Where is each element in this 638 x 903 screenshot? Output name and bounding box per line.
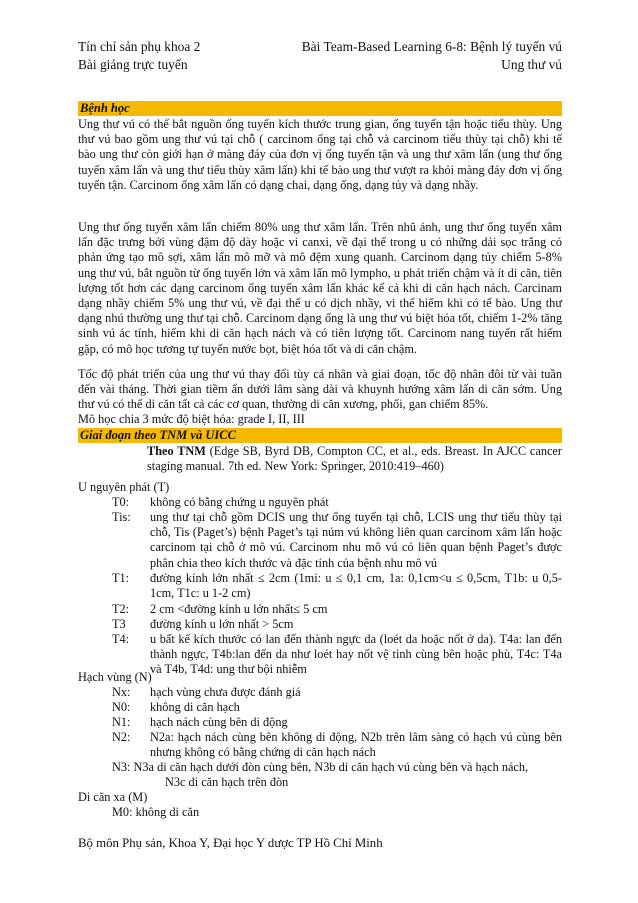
n-item-label: N1: xyxy=(112,715,131,729)
paragraph-growth-rate: Tốc độ phát triển của ung thư vú thay đổi tùy cá nhân và giai đoạn, tốc độ nhân đôi từ vài tuần đến vài tháng. Thời gian tiềm ẩn dưới lâm sàng dài và khuynh hướng xâm lấn di căn sớm. Ung thư vú có thể di căn tất cả các cơ quan, thường di căn xương, phổi, gan chiếm 85%. xyxy=(78,367,562,412)
n-item-text: hạch nách cùng bên di động xyxy=(150,715,288,729)
t-item-text: đường kính u lớn nhất > 5cm xyxy=(150,617,294,631)
paragraph-histology-grade: Mô học chia 3 mức độ biệt hóa: grade I, II, III xyxy=(78,412,305,426)
t-item-label: Tis: xyxy=(112,510,131,524)
n-item-label: Nx: xyxy=(112,685,131,699)
citation-label: Theo TNM xyxy=(147,444,206,458)
n-item-label: N2: xyxy=(112,730,131,744)
n-item-label: N0: xyxy=(112,700,131,714)
t-item-text: ung thư tại chỗ gồm DCIS ung thư ống tuyến tại chỗ, LCIS ung thư tiểu thùy tại chỗ, Tis (Paget’s) bệnh Paget’s tại núm vú không liên quan carcinom xâm lấn hoặc carcinom tại chỗ ở mô vú. Carcinom nhu mô vú có liên quan bệnh Paget’s được phân chia theo kích thước và đặc tính của bệnh nhu mô vú xyxy=(150,510,562,570)
section-title-tnm-staging: Giai đoạn theo TNM và UICC xyxy=(78,428,562,443)
footer-department: Bộ môn Phụ sản, Khoa Y, Đại học Y dược TP Hồ Chí Minh xyxy=(78,836,383,850)
n-item-text: không di căn hạch xyxy=(150,700,240,714)
section-title-pathology: Bệnh học xyxy=(78,101,562,116)
citation-reference: (Edge SB, Byrd DB, Compton CC, et al., eds. Breast. In AJCC cancer staging manual. 7th ed. New York: Springer, 2010:419–460) xyxy=(147,444,562,474)
citation xyxy=(147,444,562,474)
header-topic: Ung thư vú xyxy=(501,57,562,72)
header-lesson-title: Bài Team-Based Learning 6-8: Bệnh lý tuyến vú xyxy=(301,39,562,54)
n3-line-continued: N3c di căn hạch trên đòn xyxy=(165,775,289,789)
header-course: Tín chỉ sản phụ khoa 2 xyxy=(78,39,201,54)
n3-line: N3: N3a di căn hạch dưới đòn cùng bên, N3b di căn hạch vú cùng bên và hạch nách, xyxy=(112,760,529,774)
t-item-label: T4: xyxy=(112,632,130,646)
header-lecture-type: Bài giảng trực tuyến xyxy=(78,57,188,72)
n-heading: Hạch vùng (N) xyxy=(78,670,152,684)
t-item-label: T2: xyxy=(112,602,130,616)
n-item-text: hạch vùng chưa được đánh giá xyxy=(150,685,301,699)
t-item-label: T3 xyxy=(112,617,126,631)
m0-item: M0: không di căn xyxy=(112,805,200,819)
paragraph-pathology-intro: Ung thư vú có thể bắt nguồn ống tuyến kích thước trung gian, ống tuyến tận hoặc tiểu thùy. Ung thư vú bao gồm ung thư vú tại chỗ ( carcinom ống tại chỗ và carcinom tiểu thùy tại chỗ) khi tế bào ung thư còn giới hạn ở màng đáy của đơn vị ống tuyến tận và ung thư xâm lấn (ung thư ống tuyến xâm lấn và ung thư tiểu thùy xâm lấn) khi tế bào ung thư vượt ra khỏi màng đáy đơn vị ống tuyến tận. Carcinom ống xâm lấn có dạng chai, dạng ống, dạng tủy và dạng nhầy. xyxy=(78,117,562,192)
t-item-text: 2 cm <đường kính u lớn nhất≤ 5 cm xyxy=(150,602,328,616)
t-item-text: đường kính lớn nhất ≤ 2cm (1mi: u ≤ 0,1 cm, 1a: 0,1cm<u ≤ 0,5cm, T1b: u 0,5-1cm, T1c: u 1-2 cm) xyxy=(150,571,562,601)
n-item-text: N2a: hạch nách cùng bên không di động, N2b trên lâm sàng có hạch vú cùng bên nhưng không có bằng chứng di căn hạch nách xyxy=(150,730,562,760)
t-item-text: không có bằng chứng u nguyên phát xyxy=(150,495,329,509)
m-heading: Di căn xa (M) xyxy=(78,790,148,804)
t-item-label: T1: xyxy=(112,571,130,585)
t-item-text: u bất kể kích thước có lan đến thành ngực da (loét da hoặc nốt ở da). T4a: lan đến thành ngực, T4b:lan đến da như loét hay nốt vệ tinh cùng bên hoặc phù, T4c: T4a và T4b, T4d: ung thư bội nhiễm xyxy=(150,632,562,677)
paragraph-invasive-ductal: Ung thư ống tuyến xâm lấn chiếm 80% ung thư xâm lấn. Trên nhũ ảnh, ung thư ống tuyến xâm lấn đặc trưng bởi vùng đậm độ dày hoặc vi canxi, về đại thể trong u có những dải sọc trắng có phản ứng tạo mô sợi, xâm lấn mô mỡ và mô đệm xung quanh. Carcinom dạng tủy chiếm 5-8% ung thư vú, bắt nguồn từ ống tuyến lớn và xâm lấn mô lympho, u phát triển chậm và ít di căn, tiên lượng tốt hơn các dạng carcinom ống tuyến xâm lấn khác kể cả khi di căn hạch nách. Carcinam dạng nhầy chiếm 5% ung thư vú, về đại thể u có dịch nhầy, vi thể hiếm khi có tế bào. Ung thư dạng nhú thường ung thư tại chỗ. Carcinom dạng ống là ung thư vú biệt hóa tốt, chiếm 1-2% tăng sinh vú ác tính, hiếm khi di căn hạch nách và có tiên lượng tốt. Carcinom nang tuyến rất hiếm gặp, có mô học tương tự tuyến nước bọt, biệt hóa tốt và di căn chậm. xyxy=(78,220,562,356)
t-heading: U nguyên phát (T) xyxy=(78,480,170,494)
t-item-label: T0: xyxy=(112,495,130,509)
